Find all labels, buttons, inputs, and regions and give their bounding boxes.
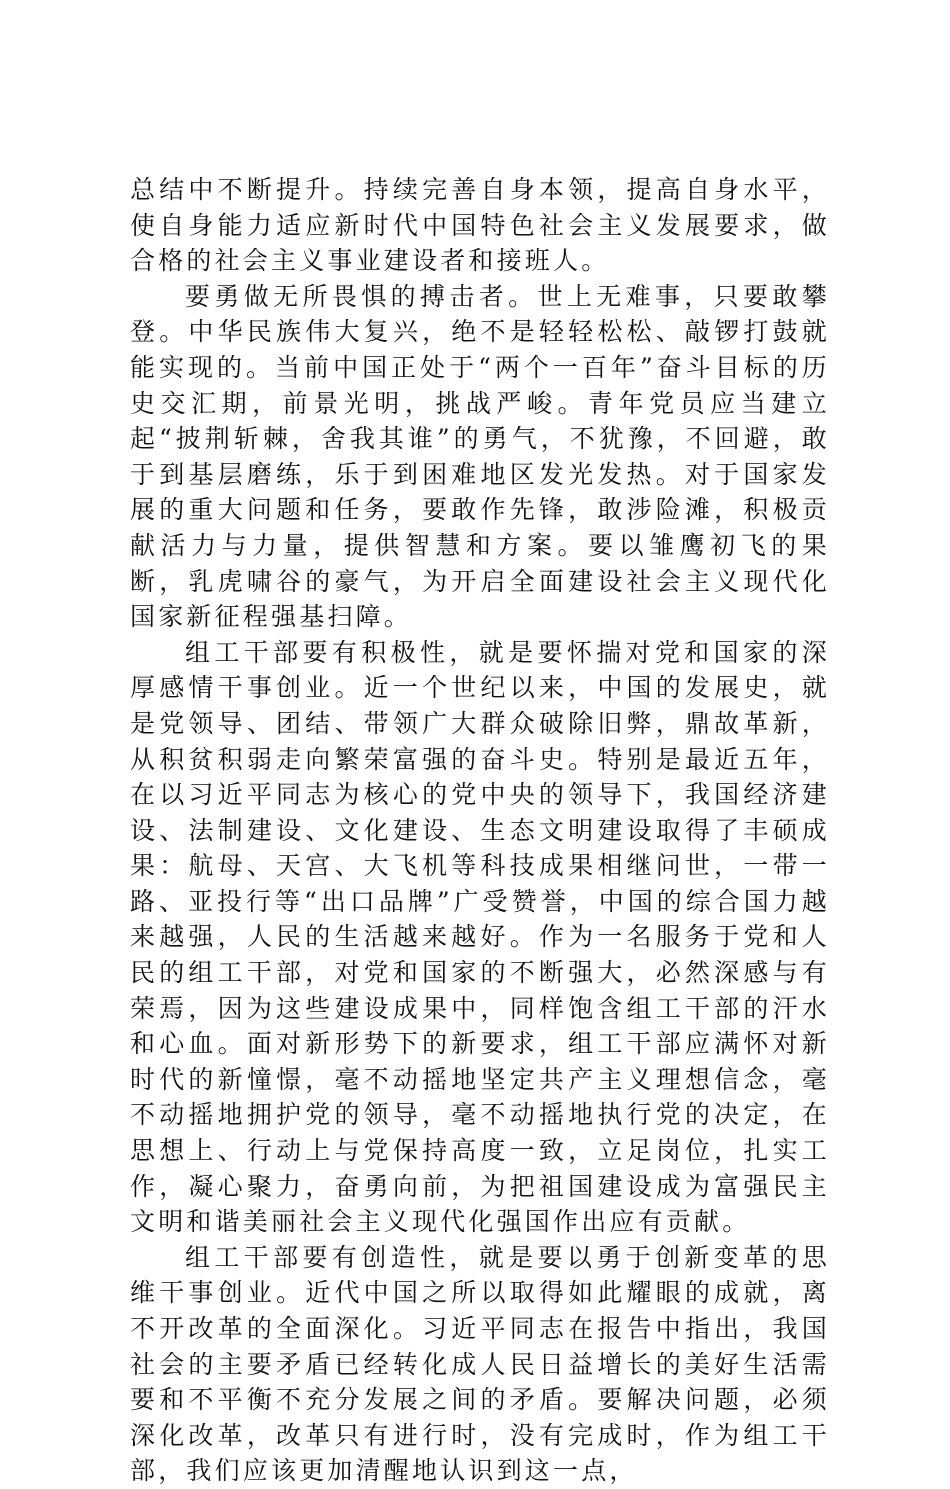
paragraph-continuation: 总结中不断提升。持续完善自身本领，提高自身水平，使自身能力适应新时代中国特色社会主义发展要求，做合格的社会主义事业建设者和接班人。 (130, 175, 830, 276)
paragraph-creativity: 组工干部要有创造性，就是要以勇于创新变革的思维干事创业。近代中国之所以取得如此耀眼的成就，离不开改革的全面深化。习近平同志在报告中指出，我国社会的主要矛盾已经转化成人民日益增长的美好生活需要和不平衡不充分发展之间的矛盾。要解决问题，必须深化改革，改革只有进行时，没有完成时，作为组工干部，我们应该更加清醒地认识到这一点， (130, 1242, 830, 1486)
paragraph-fearless-fighter: 要勇做无所畏惧的搏击者。世上无难事，只要敢攀登。中华民族伟大复兴，绝不是轻轻松松、敲锣打鼓就能实现的。当前中国正处于“两个一百年”奋斗目标的历史交汇期，前景光明，挑战严峻。青年党员应当建立起“披荆斩棘，舍我其谁”的勇气，不犹豫，不回避，敢于到基层磨练，乐于到困难地区发光发热。对于国家发展的重大问题和任务，要敢作先锋，敢涉险滩，积极贡献活力与力量，提供智慧和方案。要以雏鹰初飞的果断，乳虎啸谷的豪气，为开启全面建设社会主义现代化国家新征程强基扫障。 (130, 281, 830, 632)
document-body (130, 172, 830, 1489)
paragraph-enthusiasm: 组工干部要有积极性，就是要怀揣对党和国家的深厚感情干事创业。近一个世纪以来，中国的发展史，就是党领导、团结、带领广大群众破除旧弊，鼎故革新，从积贫积弱走向繁荣富强的奋斗史。特别是最近五年，在以习近平同志为核心的党中央的领导下，我国经济建设、法制建设、文化建设、生态文明建设取得了丰硕成果：航母、天宫、大飞机等科技成果相继问世，一带一路、亚投行等“出口品牌”广受赞誉，中国的综合国力越来越强，人民的生活越来越好。作为一名服务于党和人民的组工干部，对党和国家的不断强大，必然深感与有荣焉，因为这些建设成果中，同样饱含组工干部的汗水和心血。面对新形势下的新要求，组工干部应满怀对新时代的新憧憬，毫不动摇地坚定共产主义理想信念，毫不动摇地拥护党的领导，毫不动摇地执行党的决定，在思想上、行动上与党保持高度一致，立足岗位，扎实工作，凝心聚力，奋勇向前，为把祖国建设成为富强民主文明和谐美丽社会主义现代化强国作出应有贡献。 (130, 637, 830, 1237)
